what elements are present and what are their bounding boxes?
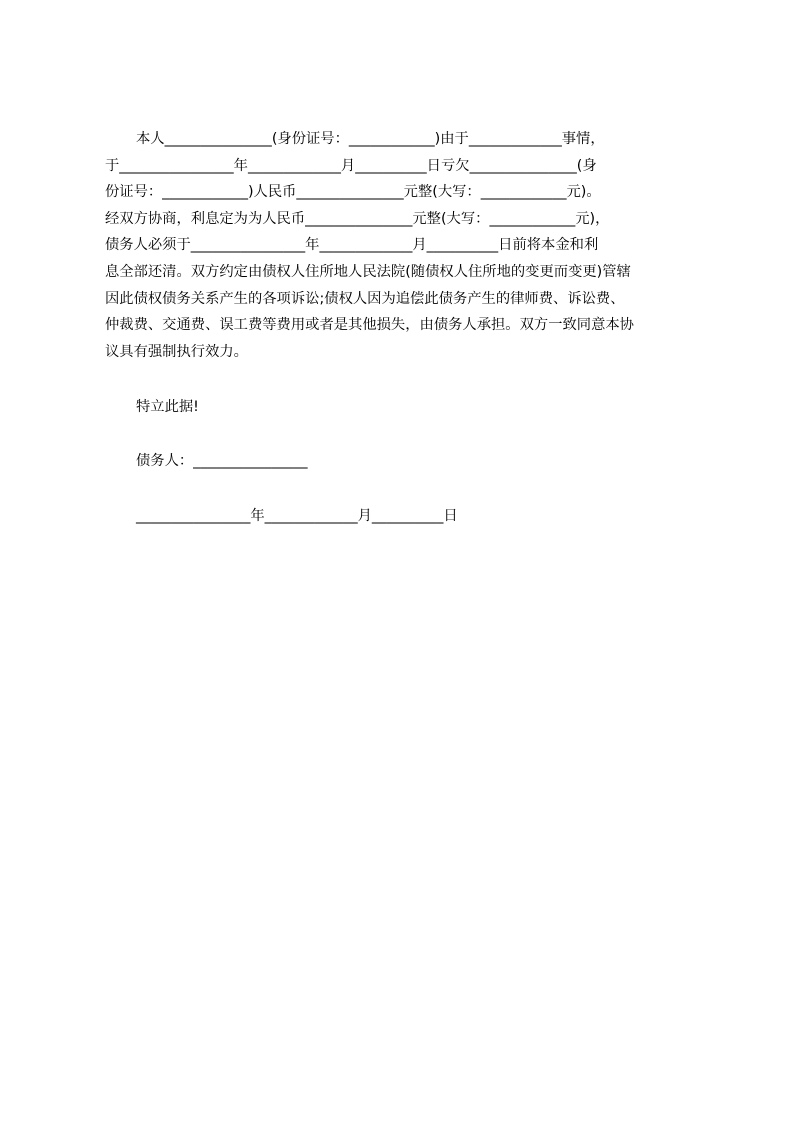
body-line-9: 议具有强制执行效力。	[105, 343, 248, 360]
body-line-5: 债务人必须于________________年_____________月__________日前将本金和利	[105, 237, 599, 254]
body-line-6: 息全部还清。双方约定由债权人住所地人民法院(随债权人住所地的变更而变更)管辖	[105, 263, 631, 280]
body-line-8: 仲裁费、交通费、误工费等费用或者是其他损失，由债务人承担。双方一致同意本协	[105, 317, 634, 334]
body-line-1: 本人_______________(身份证号：____________)由于_____________事情，	[136, 131, 605, 147]
body-line-4: 经双方协商，利息定为为人民币_______________元整(大写：____________元)，	[105, 210, 610, 227]
body-line-2: 于________________年_____________月__________日亏欠_______________(身	[105, 157, 597, 174]
agreement-body	[105, 126, 700, 365]
body-line-7: 因此债权债务关系产生的各项诉讼;债权人因为追偿此债务产生的律师费、诉讼费、	[105, 290, 625, 307]
body-line-3: 份证号：____________)人民币_______________元整(大写：____________元)。	[105, 184, 601, 201]
date-line: ________________年_____________月__________日	[136, 508, 458, 524]
debtor-signature-line: 债务人：________________	[136, 453, 308, 469]
statement-text: 特立此据!	[136, 399, 199, 415]
